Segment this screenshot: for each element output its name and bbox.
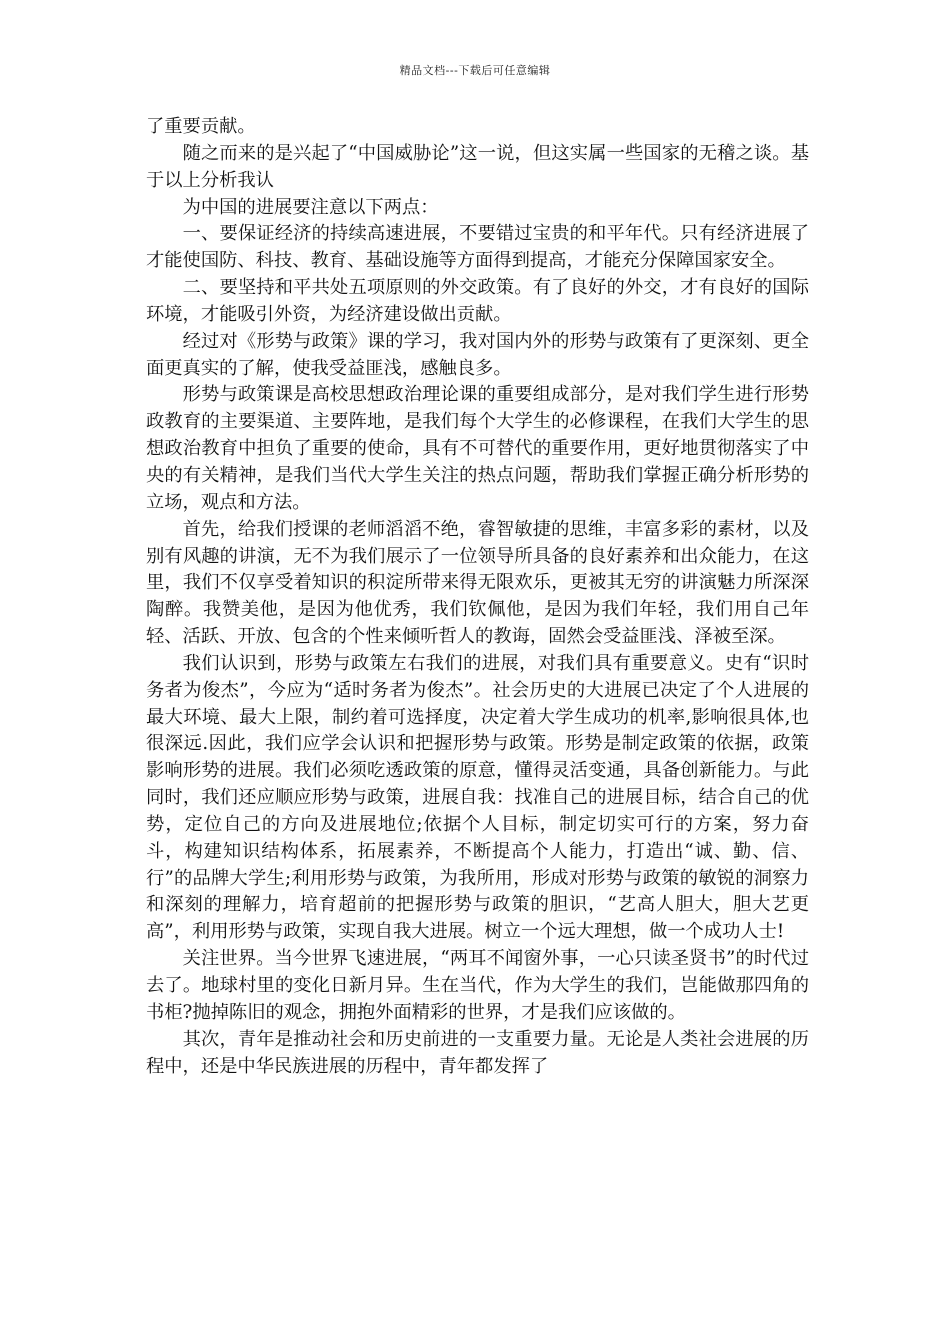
page-header: 精品文档---下载后可任意编辑: [399, 64, 551, 77]
paragraph: 经过对《形势与政策》课的学习，我对国内外的形势与政策有了更深刻、更全面更真实的了解，使我受益匪浅，感触良多。: [146, 330, 809, 379]
paragraph: 其次，青年是推动社会和历史前进的一支重要力量。无论是人类社会进展的历程中，还是中华民族进展的历程中，青年都发挥了: [146, 1028, 809, 1077]
document-body: [146, 114, 809, 1080]
paragraph: 为中国的进展要注意以下两点：: [182, 196, 439, 218]
paragraph: 二、要坚持和平共处五项原则的外交政策。有了良好的外交，才有良好的国际环境，才能吸引外资，为经济建设做出贡献。: [146, 277, 809, 325]
paragraph: 了重要贡献。: [146, 116, 256, 137]
paragraph: 我们认识到，形势与政策左右我们的进展，对我们具有重要意义。史有“识时务者为俊杰”，今应为“适时务者为俊杰”。社会历史的大进展已决定了个人进展的最大环境、最大上限，制约着可选择度，决定着大学生成功的机率,影响很具体,也很深远.因此，我们应学会认识和把握形势与政策。形势是制定政策的依据，政策影响形势的进展。我们必须吃透政策的原意，懂得灵活变通，具备创新能力。与此同时，我们还应顺应形势与政策，进展自我：找准自己的进展目标，结合自己的优势，定位自己的方向及进展地位;依据个人目标，制定切实可行的方案，努力奋斗，构建知识结构体系，拓展素养，不断提高个人能力，打造出“诚、勤、信、行”的品牌大学生;利用形势与政策，为我所用，形成对形势与政策的敏锐的洞察力和深刻的理解力，培育超前的把握形势与政策的胆识，“艺高人胆大，胆大艺更高”，利用形势与政策，实现自我大进展。树立一个远大理想，做一个成功人士!: [146, 652, 809, 943]
paragraph: 关注世界。当今世界飞速进展，“两耳不闻窗外事，一心只读圣贤书”的时代过去了。地球村里的变化日新月异。生在当代，作为大学生的我们，岂能做那四角的书柜?抛掉陈旧的观念，拥抱外面精彩的世界，才是我们应该做的。: [146, 948, 809, 1023]
paragraph: 一、要保证经济的持续高速进展，不要错过宝贵的和平年代。只有经济进展了才能使国防、科技、教育、基础设施等方面得到提高，才能充分保障国家安全。: [146, 223, 809, 272]
paragraph: 首先，给我们授课的老师滔滔不绝，睿智敏捷的思维，丰富多彩的素材，以及别有风趣的讲演，无不为我们展示了一位领导所具备的良好素养和出众能力，在这里，我们不仅享受着知识的积淀所带来得无限欢乐，更被其无穷的讲演魅力所深深陶醉。我赞美他，是因为他优秀，我们钦佩他，是因为我们年轻，我们用自己年轻、活跃、开放、包含的个性来倾听哲人的教诲，固然会受益匪浅、泽被至深。: [146, 518, 809, 648]
paragraph: 随之而来的是兴起了“中国威胁论”这一说，但这实属一些国家的无稽之谈。基于以上分析我认: [146, 142, 809, 191]
paragraph: 形势与政策课是高校思想政治理论课的重要组成部分，是对我们学生进行形势政教育的主要渠道、主要阵地，是我们每个大学生的必修课程，在我们大学生的思想政治教育中担负了重要的使命，具有不可替代的重要作用，更好地贯彻落实了中央的有关精神，是我们当代大学生关注的热点问题，帮助我们掌握正确分析形势的立场，观点和方法。: [146, 384, 809, 513]
